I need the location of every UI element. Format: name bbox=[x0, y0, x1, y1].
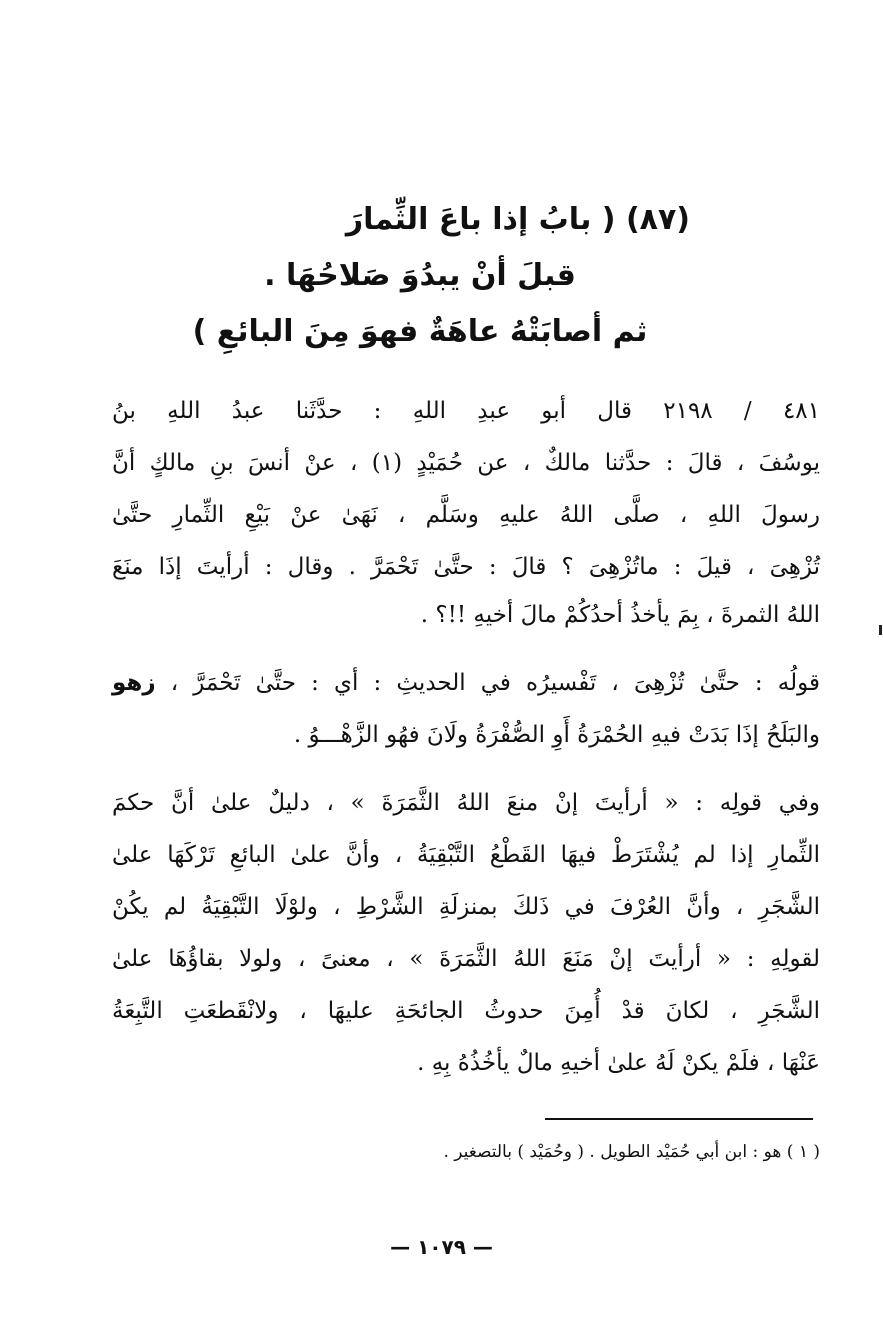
hadith-line: تُزْهِىَ ، قيلَ : ماتُزْهِىَ ؟ قالَ : حتَّىٰ تَحْمَرَّ . وقال : أرأيتَ إذَا منَعَ bbox=[112, 554, 820, 580]
footnote: ( ١ ) هو : ابن أبي حُمَيْد الطويل . ( وحُمَيْد ) بالتصغير . bbox=[443, 1142, 820, 1162]
hadith-line: يوسُفَ ، قالَ : حدَّثنا مالكٌ ، عن حُمَيْدٍ (١) ، عنْ أنسَ بنِ مالكٍ أنَّ bbox=[112, 450, 820, 476]
page-number: — ١٠٧٩ — bbox=[390, 1235, 493, 1259]
commentary-line: الثِّمارِ إذا لم يُشْتَرَطْ فيهَا القَطْعُ التَّبْقِيَةُ ، وأنَّ علىٰ البائعِ تَرْكَهَا علىٰ bbox=[112, 842, 820, 868]
commentary-line: وفي قولِه : « أرأيتَ إنْ منعَ اللهُ الثَّمَرَةَ » ، دليلٌ علىٰ أنَّ حكمَ bbox=[112, 790, 820, 816]
explanation-line: والبَلَحُ إذَا بَدَتْ فيهِ الحُمْرَةُ أَوِ الصُّفْرَةُ ولَانَ فهُو الزَّهْـــوُ . bbox=[293, 722, 820, 748]
commentary-line: لقولِهِ : « أرأيتَ إنْ مَنَعَ اللهُ الثَّمَرَةَ » ، معنىً ، ولولا بقاؤُهَا علىٰ bbox=[112, 946, 820, 972]
commentary-line: الشَّجَرِ ، لكانَ قدْ أُمِنَ حدوثُ الجائحَةِ عليهَا ، ولانْقَطعَتِ التَّبِعَةُ bbox=[112, 998, 820, 1024]
hadith-line: ٤٨١ / ٢١٩٨ قال أبو عبدِ اللهِ : حدَّثَنا عبدُ اللهِ بنُ bbox=[112, 398, 820, 424]
chapter-heading-line-1: (٨٧) ( بابُ إذا باعَ الثِّمارَ bbox=[345, 202, 690, 237]
keyword-zahw: زهو bbox=[112, 670, 156, 696]
commentary-line: عَنْهَا ، فلَمْ يكنْ لَهُ علىٰ أخيهِ مالٌ يأخُذُهُ بِهِ . bbox=[417, 1050, 820, 1076]
footnote-separator bbox=[545, 1118, 813, 1120]
chapter-heading-line-2: قبلَ أنْ يبدُوَ صَلاحُهَا . bbox=[264, 258, 576, 293]
explanation-text: قولُه : حتَّىٰ تُزْهِىَ ، تَفْسيرُه في الحديثِ : أي : حتَّىٰ تَحْمَرَّ ، bbox=[155, 670, 820, 696]
hadith-line: رسولَ اللهِ ، صلَّى اللهُ عليهِ وسَلَّم ، نَهَىٰ عنْ بَيْعِ الثِّمارِ حتَّىٰ bbox=[112, 502, 820, 528]
hadith-line: اللهُ الثمرةَ ، بِمَ يأخذُ أحدُكُمْ مالَ أخيهِ !!؟ . bbox=[420, 602, 820, 628]
chapter-heading-line-3: ثم أصابَتْهُ عاهَةٌ فهوَ مِنَ البائعِ ) bbox=[192, 314, 648, 349]
margin-mark bbox=[879, 625, 882, 635]
explanation-line bbox=[112, 668, 820, 698]
commentary-line: الشَّجَرِ ، وأنَّ العُرْفَ في ذَلكَ بمنزلَةِ الشَّرْطِ ، ولوْلَا التَّبْقِيَةُ لم يكُنْ bbox=[112, 894, 820, 920]
